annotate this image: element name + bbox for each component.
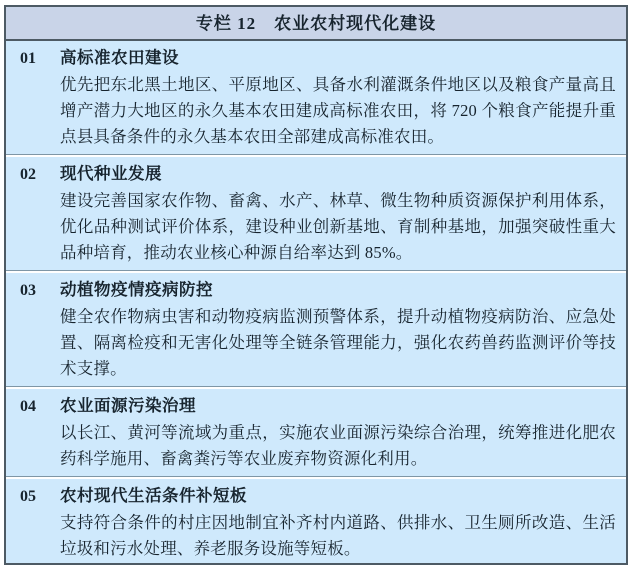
section-01 — [6, 41, 626, 154]
section-number: 01 — [20, 50, 36, 67]
section-number: 04 — [20, 398, 36, 415]
section-02 — [6, 157, 626, 270]
section-title: 现代种业发展 — [60, 164, 162, 183]
section-04 — [6, 389, 626, 476]
section-title: 农村现代生活条件补短板 — [60, 486, 247, 505]
section-title: 农业面源污染治理 — [60, 396, 196, 415]
section-number: 03 — [20, 282, 36, 299]
section-05 — [6, 479, 626, 565]
section-number: 05 — [20, 488, 36, 505]
sections-container — [6, 41, 626, 565]
section-head — [20, 393, 616, 420]
section-head — [20, 161, 616, 188]
section-body: 建设完善国家农作物、畜禽、水产、林草、微生物种质资源保护利用体系，优化品种测试评价体系，建设种业创新基地、育制种基地，加强突破性重大品种培育，推动农业核心种源自给率达到 85%。 — [60, 191, 616, 262]
section-03 — [6, 273, 626, 386]
section-body: 优先把东北黑土地区、平原地区、具备水利灌溉条件地区以及粮食产量高且增产潜力大地区的永久基本农田建成高标准农田，将 720 个粮食产能提升重点县具备条件的永久基本农田全部建成高标准农田。 — [60, 75, 616, 146]
section-body: 支持符合条件的村庄因地制宜补齐村内道路、供排水、卫生厕所改造、生活垃圾和污水处理、养老服务设施等短板。 — [60, 513, 616, 558]
panel-header — [6, 7, 626, 41]
section-title: 高标准农田建设 — [60, 48, 179, 67]
section-head — [20, 277, 616, 304]
section-title: 动植物疫情疫病防控 — [60, 280, 213, 299]
textbox-panel — [4, 5, 628, 565]
section-head — [20, 483, 616, 510]
section-body: 健全农作物病虫害和动物疫病监测预警体系，提升动植物疫病防治、应急处置、隔离检疫和无害化处理等全链条管理能力，强化农药兽药监测评价等技术支撑。 — [60, 307, 616, 378]
panel-title: 专栏 12 农业农村现代化建设 — [195, 14, 437, 33]
section-number: 02 — [20, 166, 36, 183]
section-body: 以长江、黄河等流域为重点，实施农业面源污染综合治理，统筹推进化肥农药科学施用、畜禽粪污等农业废弃物资源化利用。 — [60, 423, 616, 468]
section-head — [20, 45, 616, 72]
